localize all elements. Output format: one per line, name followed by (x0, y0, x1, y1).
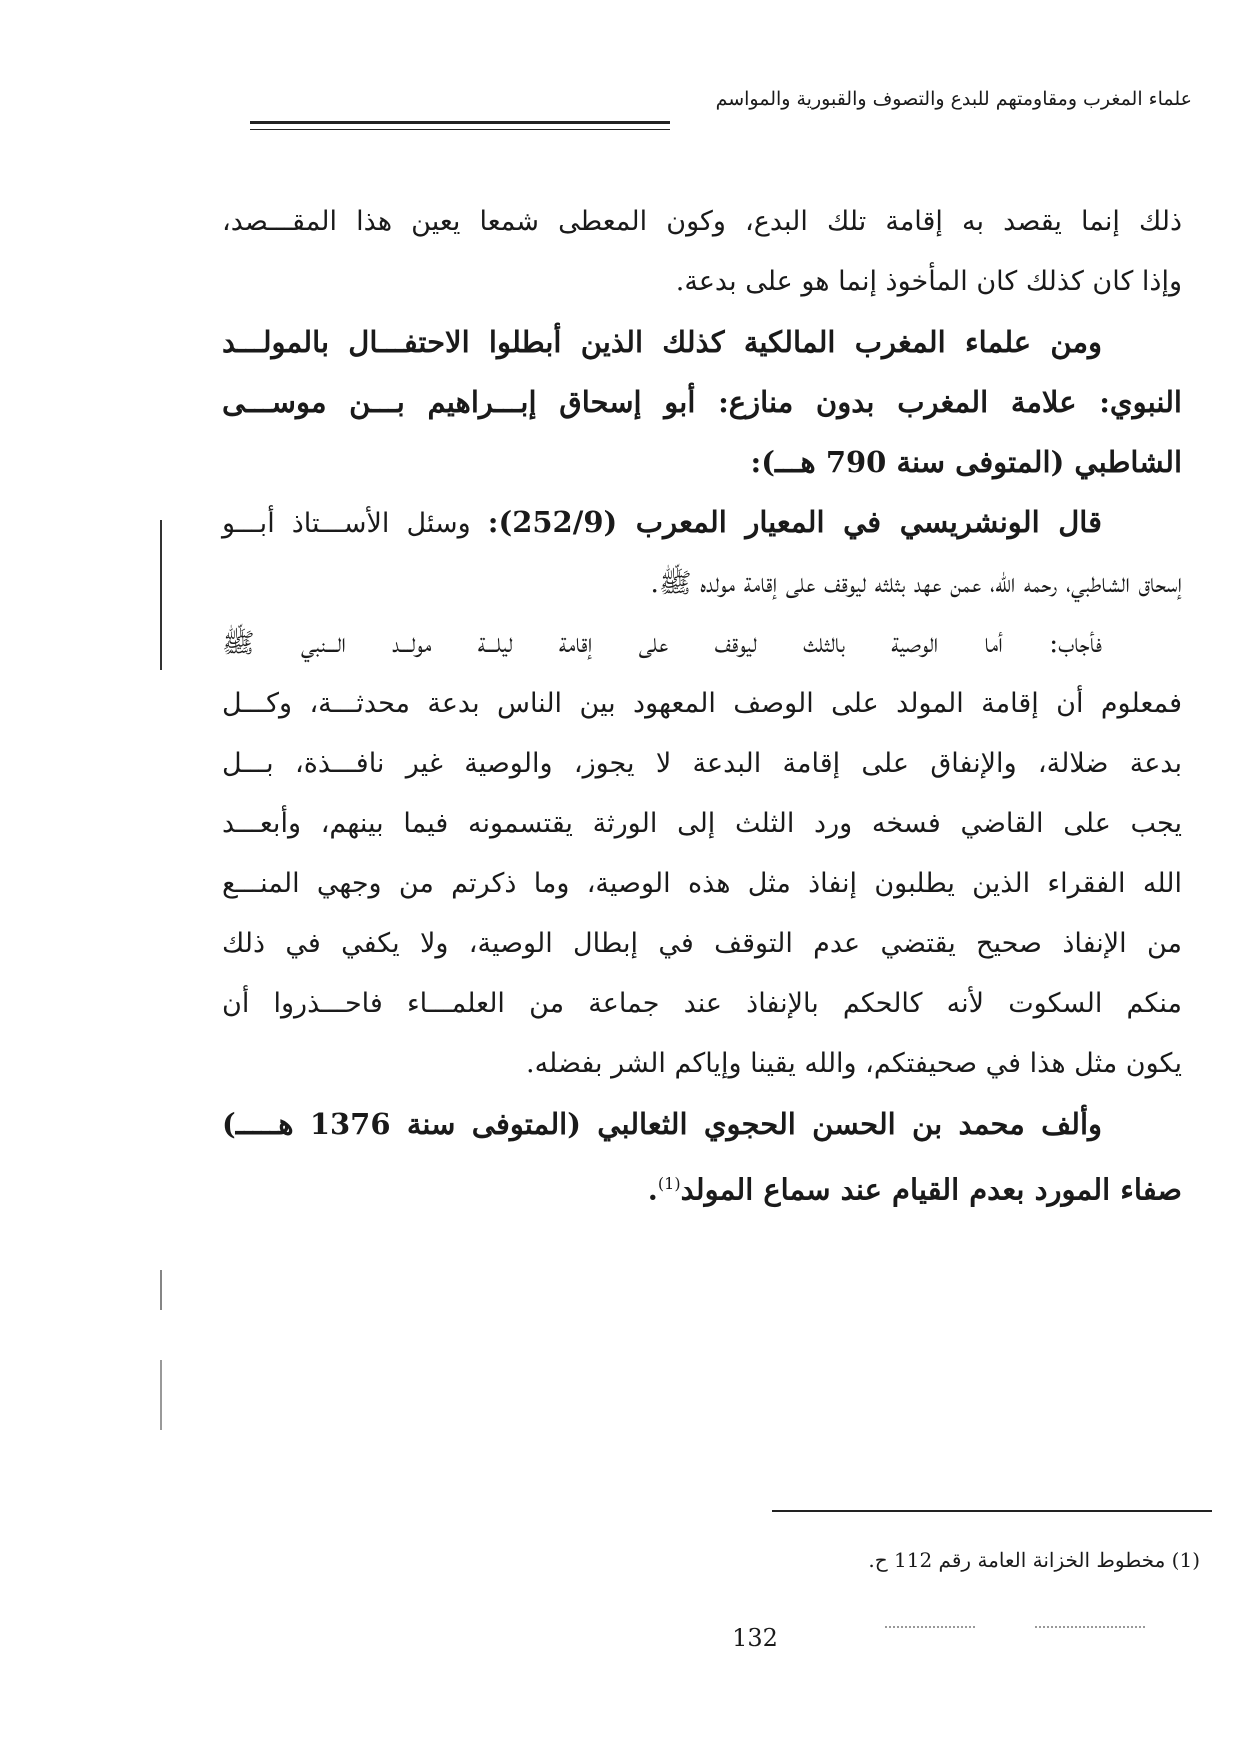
page-number-text: 132 (732, 1624, 778, 1652)
text-line: النبوي: علامة المغرب بدون منازع: أبو إسحاق إبـــراهيم بـــن موســـى (222, 385, 1182, 419)
text-line: يجب على القاضي فسخه ورد الثلث إلى الورثة يقتسمونه فيما بينهم، وأبعـــد (222, 808, 1182, 839)
text-line: الله الفقراء الذين يطلبون إنفاذ مثل هذه الوصية، وما ذكرتم من وجهي المنـــع (222, 868, 1182, 899)
text-run: صفاء المورد بعدم القيام عند سماع المولد (680, 1172, 1182, 1207)
footnote-rule (772, 1510, 1212, 1512)
text-run: . (647, 1172, 658, 1207)
text-line: بدعة ضلالة، والإنفاق على إقامة البدعة لا يجوز، والوصية غير نافـــذة، بـــل (222, 748, 1182, 779)
text-line: منكم السكوت لأنه كالحكم بالإنفاذ عند جماعة من العلمـــاء فاحـــذروا أن (222, 988, 1182, 1019)
text-line: ومن علماء المغرب المالكية كذلك الذين أبطلوا الاحتفـــال بالمولـــد (222, 325, 1102, 359)
text-line: ذلك إنما يقصد به إقامة تلك البدع، وكون المعطى شمعا يعين هذا المقـــصد، (222, 206, 1182, 237)
text-line: وألف محمد بن الحسن الحجوي الثعالبي (المتوفى سنة 1376 هـــــ) (222, 1107, 1102, 1141)
footnote-reference[interactable]: (1) (657, 1174, 681, 1193)
text-line (222, 1154, 1182, 1220)
scan-edge-mark (160, 520, 162, 670)
running-head: علماء المغرب ومقاومتهم للبدع والتصوف والقبورية والمواسم (715, 88, 1192, 110)
main-text (222, 192, 1182, 1220)
text-line (222, 492, 1182, 554)
paragraph (222, 492, 1182, 614)
text-line: إسحاق الشاطبي، رحمه الله، عمن عهد بثلثه ليوقف على إقامة مولده ﷺ. (650, 568, 1182, 599)
page-number (0, 1624, 1240, 1652)
text-line: من الإنفاذ صحيح يقتضي عدم التوقف في إبطال الوصية، ولا يكفي في ذلك (222, 928, 1182, 959)
paragraph (222, 1094, 1182, 1220)
paragraph (222, 192, 1182, 312)
scan-edge-mark (160, 1360, 162, 1430)
text-line: وإذا كان كذلك كان المأخوذ إنما هو على بدعة. (675, 266, 1182, 297)
text-line: فأجاب: أما الوصية بالثلث ليوقف على إقامة ليلـــة مولـــد الـــنبي ﷺ (222, 628, 1102, 659)
scan-edge-mark (160, 1270, 162, 1310)
header-rule (250, 121, 670, 130)
text-run: وسئل الأســـتاذ أبـــو (222, 508, 488, 539)
paragraph (222, 614, 1182, 1094)
footnote: (1) مخطوط الخزانة العامة رقم 112 ح. (868, 1548, 1200, 1572)
source-citation: قال الونشريسي في المعيار المعرب (252/9): (487, 505, 1102, 539)
text-line: يكون مثل هذا في صحيفتكم، والله يقينا وإياكم الشر بفضله. (525, 1048, 1182, 1079)
text-line: الشاطبي (المتوفى سنة 790 هـــ): (750, 445, 1182, 479)
paragraph (222, 312, 1182, 492)
text-line: فمعلوم أن إقامة المولد على الوصف المعهود بين الناس بدعة محدثـــة، وكـــل (222, 688, 1182, 719)
